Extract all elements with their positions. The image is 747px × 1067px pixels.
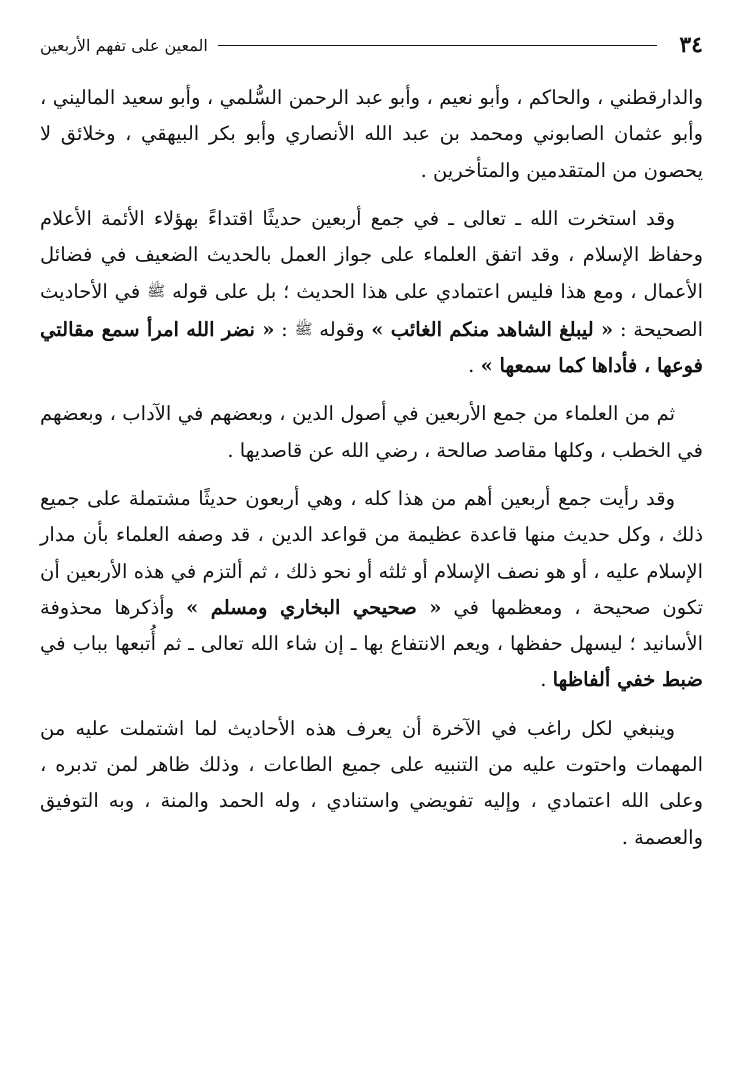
running-title: المعين على تفهم الأربعين bbox=[40, 35, 208, 55]
paragraph-2-text-a: وقد استخرت الله ـ تعالى ـ في جمع أربعين حديثًا اقتداءً بهؤلاء الأئمة الأعلام وحفاظ الإسلام ، وقد اتفق العلماء على جواز العمل بالحديث الضعيف في فضائل الأعمال ، ومع هذا فليس اعتمادي على هذا الحديث ؛ بل على قوله bbox=[40, 206, 703, 304]
paragraph-3 bbox=[40, 396, 703, 469]
header-rule bbox=[218, 45, 658, 46]
paragraph-2 bbox=[40, 201, 703, 384]
paragraph-2-text-d: : bbox=[281, 317, 288, 341]
paragraph-5-text: وينبغي لكل راغب في الآخرة أن يعرف هذه الأحاديث لما اشتملت عليه من المهمات واحتوت عليه من التنبيه على جميع الطاعات ، وذلك ظاهر لمن تدبره ، وعلى الله اعتمادي ، وإليه تفويضي واستنادي ، وله الحمد والمنة ، وبه التوفيق والعصمة . bbox=[40, 716, 703, 849]
paragraph-1 bbox=[40, 80, 703, 189]
paragraph-4-text-a: وقد رأيت جمع أربعين أهم من هذا كله ، وهي أربعون حديثًا مشتملة على جميع ذلك ، وكل حديث منها قاعدة عظيمة من قواعد الدين ، قد وصفه العلماء بأن مدار الإسلام عليه ، أو هو نصف الإسلام أو ثلثه أو نحو ذلك ، ثم ألتزم في هذه الأربعين أن تكون صحيحة ، ومعظمها في bbox=[40, 486, 704, 619]
paragraph-5 bbox=[40, 711, 703, 856]
closing-bold-phrase: ضبط خفي ألفاظها bbox=[552, 668, 703, 692]
paragraph-2-text-b: في الأحاديث الصحيحة : bbox=[40, 280, 704, 341]
paragraph-1-text: والدارقطني ، والحاكم ، وأبو نعيم ، وأبو عبد الرحمن السُّلمي ، وأبو سعيد الماليني ، وأبو عثمان الصابوني ومحمد بن عبد الله الأنصاري وأبو بكر البيهقي ، وخلائق لا يحصون من المتقدمين والمتأخرين . bbox=[40, 86, 703, 182]
hadith-quote-2: « نضر الله امرأ سمع مقالتي فوعها ، فأداها كما سمعها » bbox=[40, 317, 703, 378]
running-header bbox=[40, 28, 703, 62]
honorific-glyph: ﷺ bbox=[294, 319, 313, 338]
paragraph-2-text-c: وقوله bbox=[319, 317, 365, 341]
book-page bbox=[40, 28, 703, 1067]
paragraph-4-text-b: وأذكرها محذوفة الأسانيد ؛ ليسهل حفظها ، ويعم الانتفاع بها ـ إن شاء الله تعالى ـ ثم أُتبعها بباب في bbox=[40, 595, 703, 656]
honorific-glyph: ﷺ bbox=[147, 282, 166, 301]
paragraph-4-text-c: . bbox=[540, 668, 547, 692]
paragraph-4 bbox=[40, 481, 703, 699]
hadith-quote-1: « ليبلغ الشاهد منكم الغائب » bbox=[371, 317, 614, 341]
paragraph-3-text: ثم من العلماء من جمع الأربعين في أصول الدين ، وبعضهم في الآداب ، وبعضهم في الخطب ، وكلها مقاصد صالحة ، رضي الله عن قاصديها . bbox=[40, 402, 703, 462]
page-body bbox=[40, 80, 703, 856]
paragraph-2-text-e: . bbox=[468, 354, 475, 378]
book-title-sahihayn: « صحيحي البخاري ومسلم » bbox=[186, 595, 442, 619]
page-number: ٣٤ bbox=[679, 32, 703, 58]
